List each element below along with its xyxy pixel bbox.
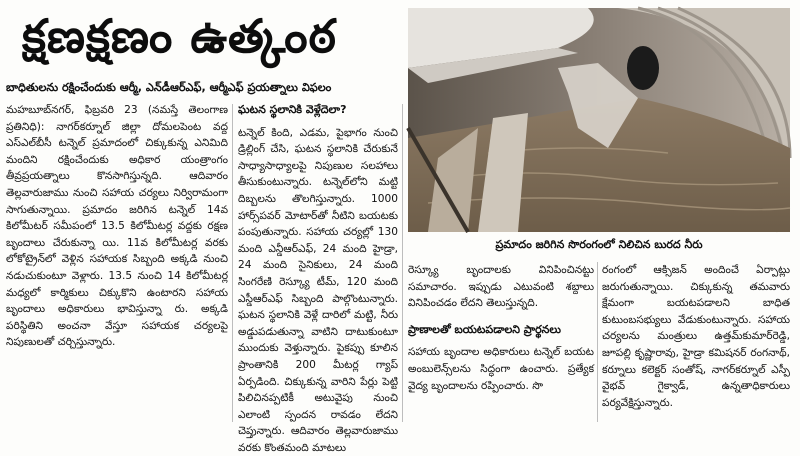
section-heading: ప్రాణాలతో బయటపడాలని ప్రార్థనలు [408, 322, 561, 336]
article-column-3 [408, 262, 594, 424]
section-heading: ఘటన స్థలానికి వెళ్లేదెలా? [238, 103, 347, 116]
body-text: రెస్క్యూ బృందాలకు వినిపించినట్టు సమాచారం. ఇప్పుడు ఎటువంటి శబ్దాలు వినిపించడం లేదని తెలుస్తున్నది. [408, 264, 594, 310]
body-text: మహబూబ్‌నగర్, ఫిబ్రవరి 23 (నమస్తే తెలంగాణ ప్రతినిధి): నాగర్‌కర్నూల్ జిల్లా దోమలపెంట వద్ద ఎస్‌ఎల్‌బీసీ టన్నెల్ ప్రమాదంలో చిక్కుకున్న ఎనిమిది మందిని రక్షించేందుకు అధికార యంత్రాంగం తీవ్రప్రయత్నాలు కొనసాగిస్తున్నది. ఆదివారం తెల్లవారుజాము నుంచి సహాయ చర్యలు నిర్విరామంగా సాగుతున్నాయి. ప్రమాదం జరిగిన టన్నెల్ 14వ కిలోమీటర్ సమీపంలో 13.5 కిలోమీటర్ల వద్దకు రక్షణ బృందాలు చేరుకున్నా యి. 11వ కిలోమీటర్ల వరకు లోకోట్రైన్‌లో వెళ్లిన సహాయక సిబ్బంది అక్కడి నుంచి నడుచుకుంటూ వెళ్లారు. 13.5 నుంచి 14 కిలోమీటర్ల మధ్యలో కార్మికులు చిక్కుకొని ఉంటారని సహాయ బృందాలు అధికారులు భావిస్తున్నా రు. అక్కడి పరిస్థితిని అంచనా వేస్తూ సహాయక చర్యలపై నిపుణులతో చర్చిస్తున్నారు. [6, 104, 228, 349]
column-divider [232, 104, 233, 422]
body-text: సహాయ బృందాల అధికారులు టన్నెల్ బయట అంబులెన్స్‌లను సిద్ధంగా ఉంచారు. ప్రత్యేక వైద్య బృందాలను రప్పించారు. సొ [408, 346, 594, 392]
column-divider [597, 262, 598, 422]
article-column-1 [6, 102, 228, 424]
tunnel-photo [408, 8, 790, 232]
body-text: రంగంలో ఆక్సిజన్ అందించే ఏర్పాట్లు జరుగుతున్నాయి. చిక్కుకున్న తమవారు క్షేమంగా బయటపడాలని బాధిత కుటుంబసభ్యులు వేడుకుంటున్నారు. సహాయ చర్యలను మంత్రులు ఉత్తమ్‌కుమార్‌రెడ్డి, జూపల్లి కృష్ణారావు, హైడ్రా కమిషనర్ రంగనాథ్, కర్నూలు కలెక్టర్ సంతోష్, నాగర్‌కర్నూల్ ఎస్పీ వైభవ్ గైక్వాడ్, ఉన్నతాధికారులు పర్యవేక్షిస్తున్నారు. [602, 264, 790, 409]
photo-caption: ప్రమాదం జరిగిన సొరంగంలో నిలిచిన బురద నీరు [495, 238, 703, 251]
article-column-4 [602, 262, 790, 424]
subheadline: బాధితులను రక్షించేందుకు ఆర్మీ, ఎన్‌డీఆర్‌ఎఫ్, ఆర్మీఎఫ్ ప్రయత్నాలు విఫలం [6, 81, 332, 94]
column-divider [402, 104, 403, 422]
body-text: టన్నెల్ కింది, ఎడమ, పైభాగం నుంచి డ్రిల్లింగ్ చేసి, ఘటన స్థలానికి చేరుకునే సాధ్యాసాధ్యాలపై నిపుణుల సలహాలు తీసుకుంటున్నారు. టన్నెల్‌లోని మట్టి దిబ్బలను తొలగిస్తున్నారు. 1000 హార్స్‌పవర్ మోటార్‌తో నీటిని బయటకు పంపుతున్నారు. సహాయ చర్యల్లో 130 మంది ఎన్డీఆర్ఎఫ్, 24 మంది హైడ్రా, 24 మంది సైనికులు, 24 మంది సింగరేణి రెస్క్యూ టీమ్, 120 మంది ఎస్డీఆర్ఎఫ్ సిబ్బంది పాల్గొంటున్నారు. ఘటన స్థలానికి వెళ్లే దారిలో మట్టి, నీరు అడ్డుపడుతున్నా వాటిని దాటుకుంటూ ముందుకు వెళ్తున్నారు. పైకప్పు కూలిన ప్రాంతానికి 200 మీటర్ల గ్యాప్ ఏర్పడింది. చిక్కుకున్న వారిని పేర్లు పెట్టి పిలిచినప్పటికీ అటువైపు నుంచి ఎలాంటి స్పందన రావడం లేదని చెప్తున్నారు. ఆదివారం తెల్లవారుజాము వరకు కొంతమంది మాటలు [238, 126, 398, 454]
article-column-2 [238, 102, 398, 454]
headline: క్షణక్షణం ఉత్కంఠ [22, 9, 337, 63]
